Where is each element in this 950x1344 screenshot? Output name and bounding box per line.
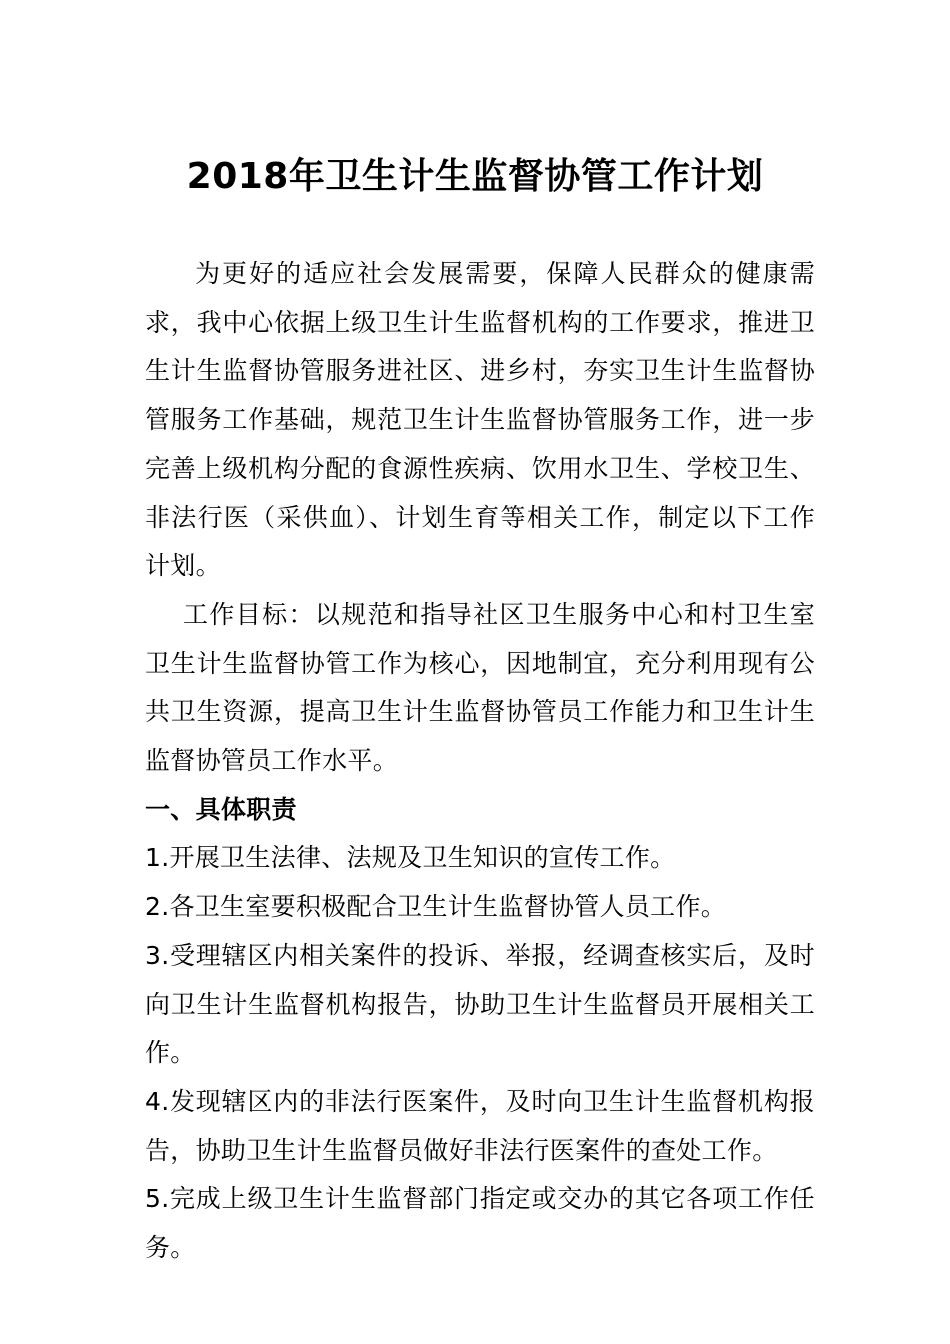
duty-item-5 xyxy=(145,1175,815,1272)
duty-number: 2. xyxy=(145,892,170,922)
duty-item-3 xyxy=(145,932,815,1078)
duty-number: 1. xyxy=(145,843,170,873)
duty-item-4 xyxy=(145,1078,815,1175)
duty-number: 4. xyxy=(145,1086,170,1116)
duty-item-2 xyxy=(145,883,815,932)
section-heading: 一、具体职责 xyxy=(145,794,297,824)
duty-text: 完成上级卫生计生监督部门指定或交办的其它各项工作任务。 xyxy=(145,1184,815,1263)
duty-text: 各卫生室要积极配合卫生计生监督协管人员工作。 xyxy=(169,892,727,922)
duty-number: 3. xyxy=(145,940,170,970)
duty-text: 发现辖区内的非法行医案件，及时向卫生计生监督机构报告，协助卫生计生监督员做好非法行医案件的查处工作。 xyxy=(145,1086,815,1165)
duty-text: 开展卫生法律、法规及卫生知识的宣传工作。 xyxy=(169,843,676,873)
duty-number: 5. xyxy=(145,1184,170,1214)
duty-item-1 xyxy=(145,834,815,883)
intro-paragraph: 为更好的适应社会发展需要，保障人民群众的健康需求，我中心依据上级卫生计生监督机构的工作要求，推进卫生计生监督协管服务进社区、进乡村，夯实卫生计生监督协管服务工作基础，规范卫生计生监督协管服务工作，进一步完善上级机构分配的食源性疾病、饮用水卫生、学校卫生、非法行医（采供血）、计划生育等相关工作，制定以下工作计划。 xyxy=(145,259,815,581)
duty-text: 受理辖区内相关案件的投诉、举报，经调查核实后，及时向卫生计生监督机构报告，协助卫生计生监督员开展相关工作。 xyxy=(145,940,815,1068)
document-title: 2018年卫生计生监督协管工作计划 xyxy=(186,156,764,197)
goal-paragraph: 工作目标：以规范和指导社区卫生服务中心和村卫生室卫生计生监督协管工作为核心，因地制宜，充分利用现有公共卫生资源，提高卫生计生监督协管员工作能力和卫生计生监督协管员工作水平。 xyxy=(145,599,815,776)
document-body xyxy=(145,250,815,1273)
